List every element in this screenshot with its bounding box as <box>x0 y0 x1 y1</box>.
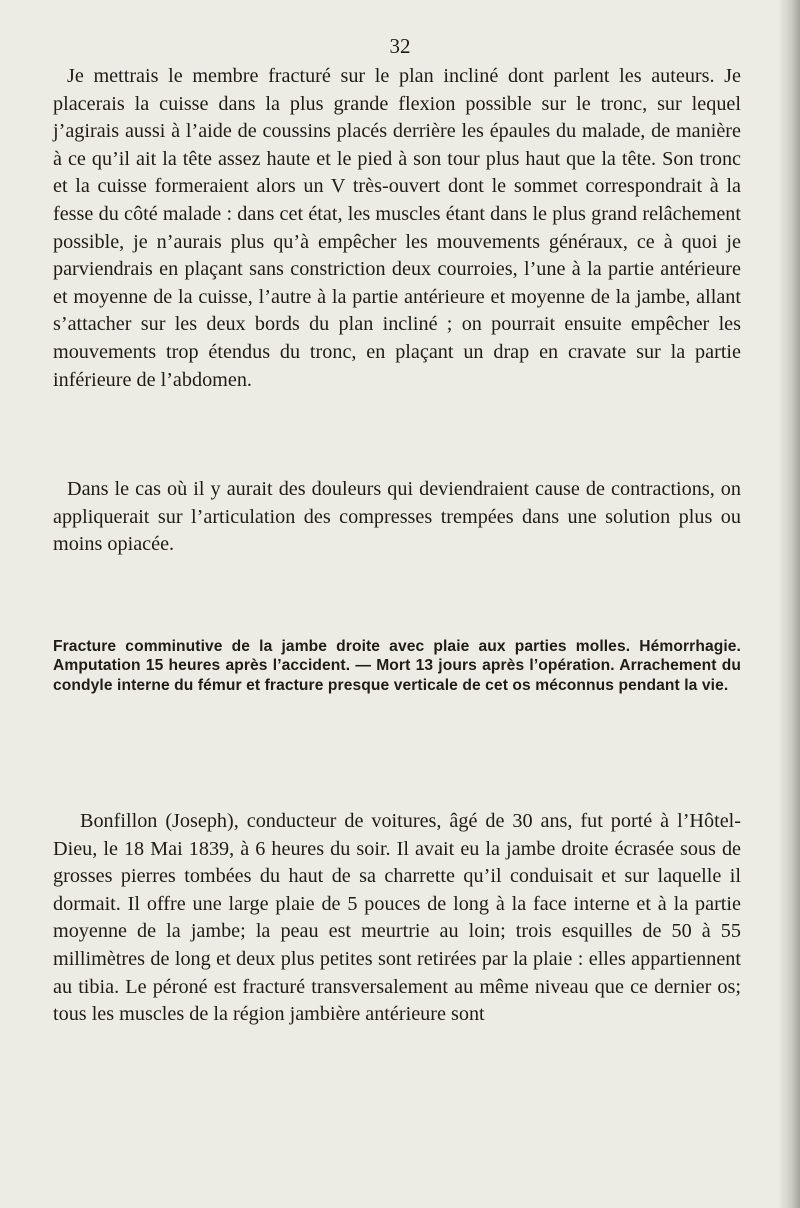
paragraph-treatment: Je mettrais le membre fracturé sur le plan incliné dont parlent les auteurs. Je placerais la cuisse dans la plus grande flexion possible sur le tronc, sur lequel j’agirais aussi à l’aide de coussins placés derrière les épaules du malade, de manière à ce qu’il ait la tête assez haute et le pied à son tour plus haut que la tête. Son tronc et la cuisse formeraient alors un V très-ouvert dont le sommet correspondrait à la fesse du côté malade : dans cet état, les muscles étant dans le plus grand relâchement possible, je n’aurais plus qu’à empêcher les mouvements généraux, ce à quoi je parviendrais en plaçant sans constriction deux courroies, l’une à la partie antérieure et moyenne de la cuisse, l’autre à la partie antérieure et moyenne de la jambe, allant s’attacher sur les deux bords du plan incliné ; on pourrait ensuite empêcher les mouvements trop étendus du tronc, en plaçant un drap en cravate sur la partie inférieure de l’abdomen. <box>53 65 741 391</box>
paragraph-case-report: Bonfillon (Joseph), conducteur de voitures, âgé de 30 ans, fut porté à l’Hôtel-Dieu, le 18 Mai 1839, à 6 heures du soir. Il avait eu la jambe droite écrasée sous de grosses pierres tombées du haut de sa charrette qu’il conduisait et sur laquelle il dormait. Il offre une large plaie de 5 pouces de long à la face interne et à la partie moyenne de la jambe; la peau est meurtrie au loin; trois esquilles de 50 à 55 millimètres de long et deux plus petites sont retirées par la plaie : elles appartiennent au tibia. Le péroné est fracturé transversalement au même niveau que ce dernier os; tous les muscles de la région jambière antérieure sont <box>53 810 741 1026</box>
paragraph-pain: Dans le cas où il y aurait des douleurs qui deviendraient cause de contractions, on appliquerait sur l’articulation des compresses trempées dans une solution plus ou moins opiacée. <box>53 478 741 556</box>
page-number: 32 <box>389 34 411 58</box>
page-edge-shadow <box>778 0 800 1208</box>
case-heading: Fracture comminutive de la jambe droite avec plaie aux parties molles. Hémorrhagie. Amputation 15 heures après l’accident. — Mort 13 jours après l’opération. Arrachement du condyle interne du fémur et fracture presque verticale de cet os méconnus pendant la vie. <box>53 638 741 694</box>
